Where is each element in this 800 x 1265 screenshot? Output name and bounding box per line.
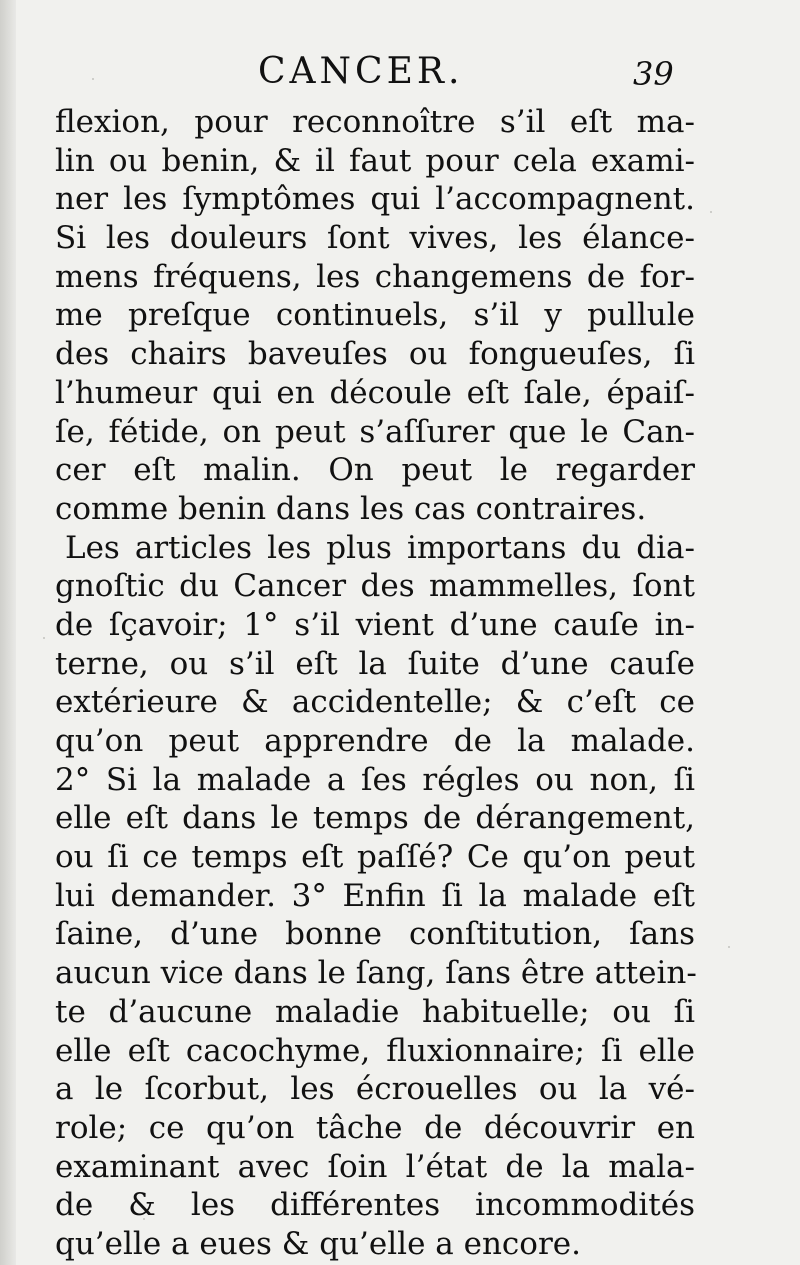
- text-line: 2° Si la malade a ſes régles ou non, ſi: [55, 761, 695, 798]
- text-line: ou ſi ce temps eſt paſſé? Ce qu’on peut: [55, 839, 695, 876]
- text-line: mens fréquens, les changemens de for-: [55, 258, 695, 295]
- text-line: flexion, pour reconnoître s’il eſt ma-: [55, 104, 695, 140]
- paper-speck: [728, 946, 730, 948]
- text-line: ſaine, d’une bonne conſtitution, ſans: [55, 916, 695, 953]
- text-line: terne, ou s’il eſt la ſuite d’une cauſe: [55, 645, 695, 682]
- paper-speck: [556, 1238, 558, 1240]
- text-line: ſe, fétide, on peut s’aſſurer que le Can-: [55, 413, 695, 450]
- page-number: 39: [633, 55, 674, 93]
- text-line: elle eſt cacochyme, fluxionnaire; ſi elle: [55, 1032, 695, 1069]
- text-line: aucun vice dans le ſang, ſans être attein-: [55, 955, 697, 992]
- text-line: de ſçavoir; 1° s’il vient d’une cauſe in-: [55, 606, 695, 643]
- text-line: l’humeur qui en découle eſt ſale, épaiſ-: [55, 374, 695, 411]
- paper-speck: [143, 1218, 145, 1220]
- text-line: cer eſt malin. On peut le regarder: [55, 452, 695, 489]
- text-line: extérieure & accidentelle; & c’eſt ce: [55, 684, 695, 721]
- text-line: qu’on peut apprendre de la malade.: [55, 723, 695, 759]
- body-text: [55, 103, 695, 1264]
- paper-speck: [43, 637, 45, 639]
- text-line: lin ou benin, & il faut pour cela exami-: [55, 142, 695, 179]
- paper-speck: [92, 78, 94, 80]
- page-edge: [0, 0, 16, 1265]
- text-line: ner les ſymptômes qui l’accompagnent.: [55, 181, 695, 218]
- text-line: comme benin dans les cas contraires.: [55, 490, 647, 527]
- text-line: des chairs baveuſes ou fongueuſes, ſi: [55, 336, 695, 373]
- text-line: Les articles les plus importans du dia-: [65, 529, 695, 566]
- text-line: a le ſcorbut, les écrouelles ou la vé-: [55, 1071, 695, 1108]
- text-line: Si les douleurs ſont vives, les élance-: [55, 220, 695, 257]
- text-line: te d’aucune maladie habituelle; ou ſi: [55, 993, 695, 1030]
- text-line: role; ce qu’on tâche de découvrir en: [55, 1109, 695, 1146]
- text-line: me preſque continuels, s’il y pullule: [55, 297, 695, 334]
- text-line: examinant avec ſoin l’état de la mala-: [55, 1148, 695, 1185]
- text-line: de & les différentes incommodités: [55, 1187, 695, 1224]
- text-line: lui demander. 3° Enfin ſi la malade eſt: [55, 877, 695, 914]
- paper-speck: [710, 211, 712, 213]
- running-head: CANCER.: [258, 51, 464, 92]
- text-line: elle eſt dans le temps de dérangement,: [55, 800, 695, 837]
- text-line: qu’elle a eues & qu’elle a encore.: [55, 1225, 581, 1262]
- text-line: gnoſtic du Cancer des mammelles, ſont: [55, 568, 695, 605]
